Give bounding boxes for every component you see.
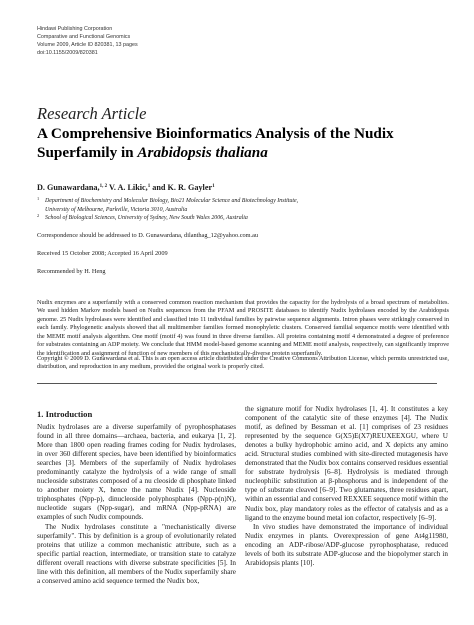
- affiliation-2-number: 2: [37, 213, 40, 219]
- doi: doi:10.1155/2009/820381: [37, 50, 98, 56]
- title-species: Arabidopsis thaliana: [137, 144, 268, 161]
- article-title: [37, 124, 447, 162]
- copyright-notice: Copyright © 2009 D. Gunawardana et al. This is an open access article distributed under the Creative Commons Attribution License, which permits unrestricted use, distribution, and reproduction in any medium, provided the original work is properly cited.: [37, 355, 449, 371]
- affiliation-2: [37, 214, 452, 223]
- recommended-by: Recommended by H. Heng: [37, 268, 106, 275]
- right-column: [245, 405, 448, 568]
- affiliations: [37, 197, 452, 223]
- section-heading: 1. Introduction: [37, 409, 93, 419]
- intro-paragraph-3: the signature motif for Nudix hydrolases [1, 4]. It constitutes a key component of the catalytic site of these enzymes [4]. The Nudix motif, as defined by Bessman et al. [1] comprises of 23 residues represented by the sequence G(X5)E(X7)REUXEEXGU, where U denotes a bulky hydrophobic amino acid, and X depicts any amino acid. Structural studies combined with site-directed mutagenesis have demonstrated that the Nudix box contains conserved residues essential for substrate hydrolysis [6–8]. Hydrolysis is mediated through nucleophilic substitution at β-phosphorus and is independent of the type of substrate cleaved [6–9]. Two glutamates, three residues apart, within an essential and conserved REXXEE sequence motif within the Nudix box, play mandatory roles as the effector of catalysis and as a ligand to the enzyme bound metal ion cofactor, respectively [6–9].: [245, 405, 448, 522]
- title-line-1: A Comprehensive Bioinformatics Analysis of the Nudix: [37, 125, 394, 142]
- affiliation-1-line-2: University of Melbourne, Parkville, Victoria 3010, Australia: [45, 206, 188, 213]
- author-3-affil: 1: [212, 184, 215, 189]
- intro-paragraph-1: Nudix hydrolases are a diverse superfamily of pyrophosphatases found in all three domains—archaea, bacteria, and eukarya [1, 2]. More than 1800 open reading frames coding for Nudix hydrolases, in over 360 different species, have been identified by bioinformatics searches [3]. Members of the superfamily of Nudix hydrolases predominantly catalyze the hydrolysis of a wide range of small nucleoside substrates composed of a nu cleoside di phosphate linked to another moiety X, hence the name Nudix [4]. Nucleoside triphosphates (Npp-p), dinucleoside polyphosphates (Npp-p(n)N), nucleotide sugars (Npp-sugar), and mRNA (Npp-pRNA) are examples of such Nudix compounds.: [37, 423, 236, 522]
- author-2: V. A. Likic,: [108, 183, 148, 192]
- author-list: [37, 183, 215, 192]
- author-1: D. Gunawardana,: [37, 183, 100, 192]
- author-1-affil: 1, 2: [99, 184, 108, 189]
- volume-info: Volume 2009, Article ID 820381, 13 pages: [37, 42, 138, 48]
- article-type: Research Article: [37, 104, 147, 123]
- divider: [37, 383, 437, 384]
- affiliation-2-line-1: School of Biological Sciences, University of Sydney, New South Wales 2006, Australia: [45, 215, 248, 222]
- title-line-2-prefix: Superfamily in: [37, 144, 138, 161]
- received-dates: Received 15 October 2008; Accepted 16 April 2009: [37, 250, 168, 257]
- affiliation-1-number: 1: [37, 196, 40, 201]
- left-column: [37, 423, 236, 586]
- journal-header: [37, 25, 437, 57]
- intro-paragraph-4: In vivo studies have demonstrated the importance of individual Nudix enzymes in plants. Overexpression of gene At4g11980, encoding an ADP-ribose/ADP-glucose pyrophosphatase, reduced levels of both its substrate ADP-glucose and the biopolymer starch in Arabidopsis plants [10].: [245, 522, 448, 567]
- abstract: Nudix enzymes are a superfamily with a conserved common reaction mechanism that provides the capacity for the hydrolysis of a broad spectrum of metabolites. We used hidden Markov models based on Nudix sequences from the PFAM and PROSITE databases to identify Nudix hydrolases encoded by the Arabidopsis genome. 25 Nudix hydrolases were identified and classified into 11 individual families by pairwise sequence alignments. Intron phases were strikingly conserved in each family. Phylogenetic analysis showed that all multimember families formed monophyletic clusters. Conserved familial sequence motifs were identified with the MEME motif analysis algorithm. One motif (motif 4) was found in three diverse families. All proteins containing motif 4 demonstrated a degree of preference for substrates containing an ADP moiety. We conclude that HMM model-based genome scanning and MEME motif analysis, respectively, can significantly improve the identification and assignment of function of new members of this mechanistically-diverse protein superfamily.: [37, 299, 449, 357]
- affiliation-1: [37, 197, 452, 214]
- intro-paragraph-2: The Nudix hydrolases constitute a "mechanistically diverse superfamily". This by definition is a group of evolutionarily related proteins that utilize a common mechanistic attribute, such as a specific partial reaction, intermediate, or transition state to catalyze different overall reactions with diverse substrate specificities [5]. In line with this definition, all members of the Nudix superfamily share a conserved amino acid sequence termed the Nudix box,: [37, 522, 236, 585]
- author-conjunction: and: [152, 183, 166, 192]
- author-2-affil: 1: [147, 184, 151, 189]
- correspondence: Correspondence should be addressed to D. Gunawardana, dilanthag_12@yahoo.com.au: [37, 232, 259, 239]
- journal-name: Comparative and Functional Genomics: [37, 34, 131, 40]
- affiliation-1-line-1: Department of Biochemistry and Molecular Biology, Bio21 Molecular Science and Biotechnology Institute,: [45, 198, 299, 204]
- publisher: Hindawi Publishing Corporation: [37, 26, 113, 32]
- title-line-2: [37, 143, 447, 162]
- author-3: K. R. Gayler: [167, 183, 213, 192]
